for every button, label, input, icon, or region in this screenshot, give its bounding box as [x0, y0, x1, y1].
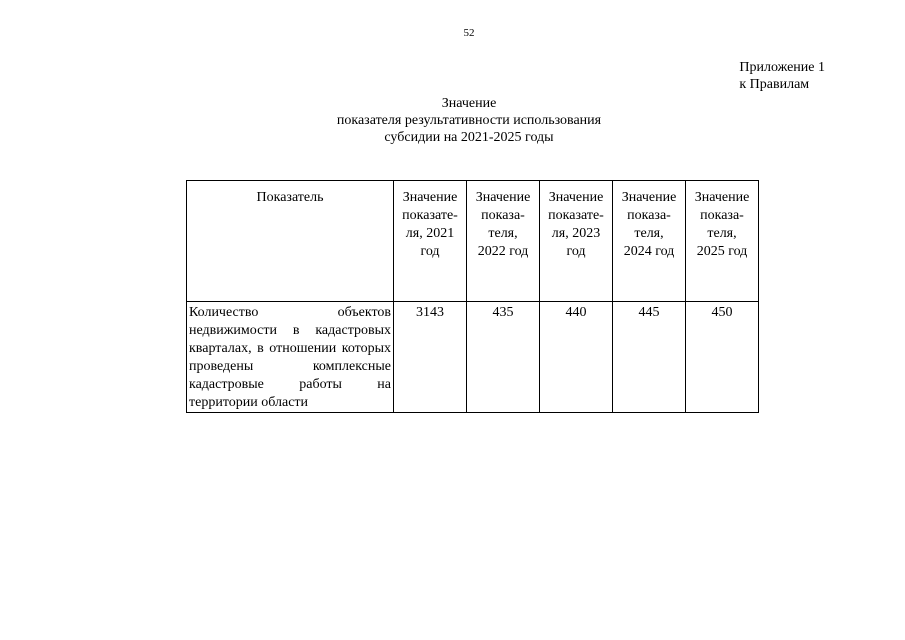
header-value-2021 [394, 181, 467, 302]
indicator-name-cell: Количество объектов недвижимости в кадастровых кварталах, в отношении которых проведены комплексные кадастровые работы на территории области [187, 302, 394, 413]
header-text-line: Значение [694, 190, 750, 205]
header-value-2023 [540, 181, 613, 302]
header-text-line: Значение [402, 190, 458, 205]
header-text-line: теля, [707, 226, 737, 241]
header-text-line: показате- [402, 208, 458, 223]
header-value-2024 [613, 181, 686, 302]
page-number: 52 [463, 27, 475, 39]
header-text-line: ля, 2021 [405, 226, 455, 241]
header-text-line: теля, [634, 226, 664, 241]
value-2023-cell: 440 [540, 302, 613, 413]
header-text-line: показа- [700, 208, 744, 223]
header-text-line: Значение [621, 190, 677, 205]
header-text-line: Значение [475, 190, 531, 205]
header-text-line: показа- [627, 208, 671, 223]
header-text-line: год [566, 244, 586, 259]
appendix-line-1: Приложение 1 [739, 60, 825, 75]
header-text-line: показа- [481, 208, 525, 223]
header-indicator: Показатель [187, 181, 394, 302]
header-text-line: теля, [488, 226, 518, 241]
title-line-3: субсидии на 2021-2025 годы [384, 130, 554, 145]
header-text-line: 2022 год [477, 244, 529, 259]
header-text-line: Значение [548, 190, 604, 205]
table-row [187, 302, 759, 413]
appendix-line-2: к Правилам [739, 77, 810, 92]
value-2025-cell: 450 [686, 302, 759, 413]
title-line-1: Значение [441, 96, 497, 111]
value-2021-cell: 3143 [394, 302, 467, 413]
table-header-row [187, 181, 759, 302]
header-text-line: показате- [548, 208, 604, 223]
document-title [0, 95, 905, 146]
value-2024-cell: 445 [613, 302, 686, 413]
value-2022-cell: 435 [467, 302, 540, 413]
header-text-line: 2025 год [696, 244, 748, 259]
title-line-2: показателя результативности использования [336, 113, 602, 128]
header-value-2025 [686, 181, 759, 302]
indicators-table [186, 180, 759, 413]
header-text-line: год [420, 244, 440, 259]
header-text-line: ля, 2023 [551, 226, 601, 241]
header-value-2022 [467, 181, 540, 302]
header-text-line: 2024 год [623, 244, 675, 259]
appendix-reference [739, 59, 825, 93]
